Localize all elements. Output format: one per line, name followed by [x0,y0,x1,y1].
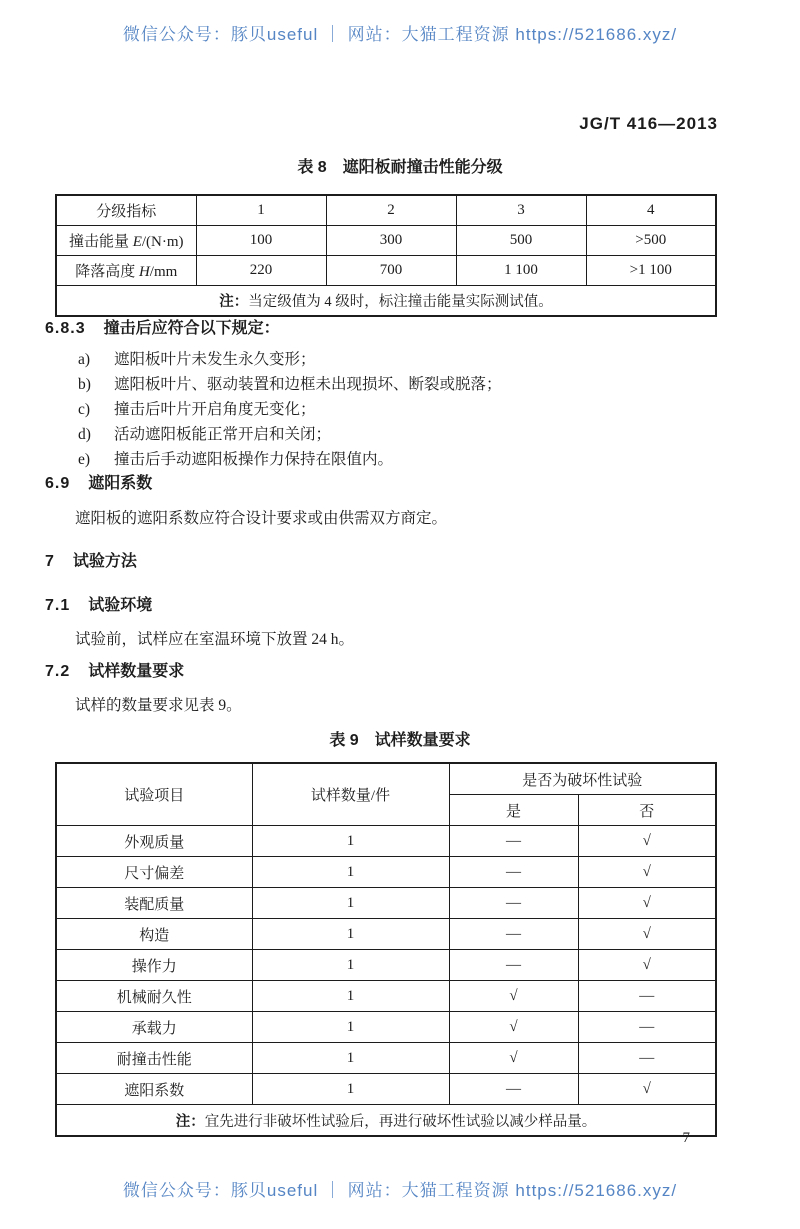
table8-impact-resistance [55,194,717,317]
table-cell: 1 [252,1074,449,1105]
table-cell: 1 [252,981,449,1012]
watermark-bottom: 微信公众号：豚贝useful ｜ 网站：大猫工程资源 https://521686.xyz/ [122,1181,678,1200]
table-cell: 1 [252,919,449,950]
table-cell: >1 100 [586,256,716,286]
table-row [56,286,716,317]
paragraph-6-9: 遮阳板的遮阳系数应符合设计要求或由供需双方商定。 [75,510,448,527]
table-cell: 300 [326,226,456,256]
table-cell: — [449,826,578,857]
page-number: 7 [682,1130,690,1146]
table8-row-label: 降落高度 H/mm [56,256,196,286]
table-cell: 构造 [56,919,252,950]
paragraph-7-1: 试验前，试样应在室温环境下放置 24 h。 [75,631,355,648]
table8-row-label: 撞击能量 E/(N·m) [56,226,196,256]
table-row [56,888,716,919]
table-cell: 尺寸偏差 [56,857,252,888]
table-row [56,195,716,226]
table-cell: √ [578,919,716,950]
table8-col-header: 分级指标 [56,195,196,226]
table-cell: 机械耐久性 [56,981,252,1012]
table-cell: 220 [196,256,326,286]
standard-number: JG/T 416—2013 [579,114,718,133]
section-heading-6-9: 6.9 遮阳系数 [45,475,153,492]
table-cell: √ [578,950,716,981]
table9-title: 表 9 试样数量要求 [329,732,471,749]
table-cell: — [449,950,578,981]
table8-title: 表 8 遮阳板耐撞击性能分级 [297,159,503,176]
table-cell: 1 [252,1043,449,1074]
table-row [56,763,716,795]
table-cell: √ [578,888,716,919]
table8-col-header: 1 [196,195,326,226]
table-row [56,1074,716,1105]
table-cell: √ [578,826,716,857]
table-cell: 1 [252,888,449,919]
table-row [56,1012,716,1043]
table-cell: 1 [252,1012,449,1043]
table-cell: 承载力 [56,1012,252,1043]
table-cell: 1 [252,950,449,981]
table-cell: 1 [252,857,449,888]
table8-col-header: 4 [586,195,716,226]
table-row [56,226,716,256]
table-cell: — [449,857,578,888]
list-item-b: b) 遮阳板叶片、驱动装置和边框未出现损坏、断裂或脱落； [78,376,502,393]
list-item-e: e) 撞击后手动遮阳板操作力保持在限值内。 [78,451,394,468]
table-row [56,919,716,950]
table-row [56,1043,716,1074]
table-row [56,950,716,981]
paragraph-7-2: 试样的数量要求见表 9。 [75,697,242,714]
table-cell: >500 [586,226,716,256]
table-cell: 遮阳系数 [56,1074,252,1105]
table9-col-no: 否 [578,795,716,826]
table-cell: √ [449,1012,578,1043]
watermark-top: 微信公众号：豚贝useful ｜ 网站：大猫工程资源 https://521686.xyz/ [122,25,678,44]
table-cell: √ [449,1043,578,1074]
table9-col-qty: 试样数量/件 [252,763,449,826]
table-cell: — [449,919,578,950]
table-cell: — [578,981,716,1012]
table-cell: √ [449,981,578,1012]
table9-col-destructive: 是否为破坏性试验 [449,763,716,795]
list-item-d: d) 活动遮阳板能正常开启和关闭； [78,426,332,443]
table9-specimen-quantity [55,762,717,1137]
table-cell: 500 [456,226,586,256]
section-heading-7: 7 试验方法 [45,553,137,570]
table-cell: 1 [252,826,449,857]
table-cell: 装配质量 [56,888,252,919]
table8-col-header: 3 [456,195,586,226]
table-row [56,826,716,857]
table8-col-header: 2 [326,195,456,226]
table-cell: 操作力 [56,950,252,981]
table-cell: — [578,1043,716,1074]
table-cell: — [578,1012,716,1043]
table-cell: 100 [196,226,326,256]
list-item-a: a) 遮阳板叶片未发生永久变形； [78,351,316,368]
table-cell: 外观质量 [56,826,252,857]
table9-col-item: 试验项目 [56,763,252,826]
section-heading-7-2: 7.2 试样数量要求 [45,663,185,680]
table-row [56,256,716,286]
table-cell: — [449,1074,578,1105]
table-cell: 1 100 [456,256,586,286]
table9-col-yes: 是 [449,795,578,826]
table-cell: 700 [326,256,456,286]
table-row [56,1105,716,1137]
table-cell: 耐撞击性能 [56,1043,252,1074]
table-cell: — [449,888,578,919]
table9-note: 注：宜先进行非破坏性试验后，再进行破坏性试验以减少样品量。 [56,1105,716,1137]
table-cell: √ [578,857,716,888]
section-heading-6-8-3: 6.8.3 撞击后应符合以下规定： [45,320,280,337]
section-heading-7-1: 7.1 试验环境 [45,597,153,614]
table-row [56,981,716,1012]
table-cell: √ [578,1074,716,1105]
table-row [56,857,716,888]
table8-note: 注：当定级值为 4 级时，标注撞击能量实际测试值。 [56,286,716,317]
list-item-c: c) 撞击后叶片开启角度无变化； [78,401,316,418]
